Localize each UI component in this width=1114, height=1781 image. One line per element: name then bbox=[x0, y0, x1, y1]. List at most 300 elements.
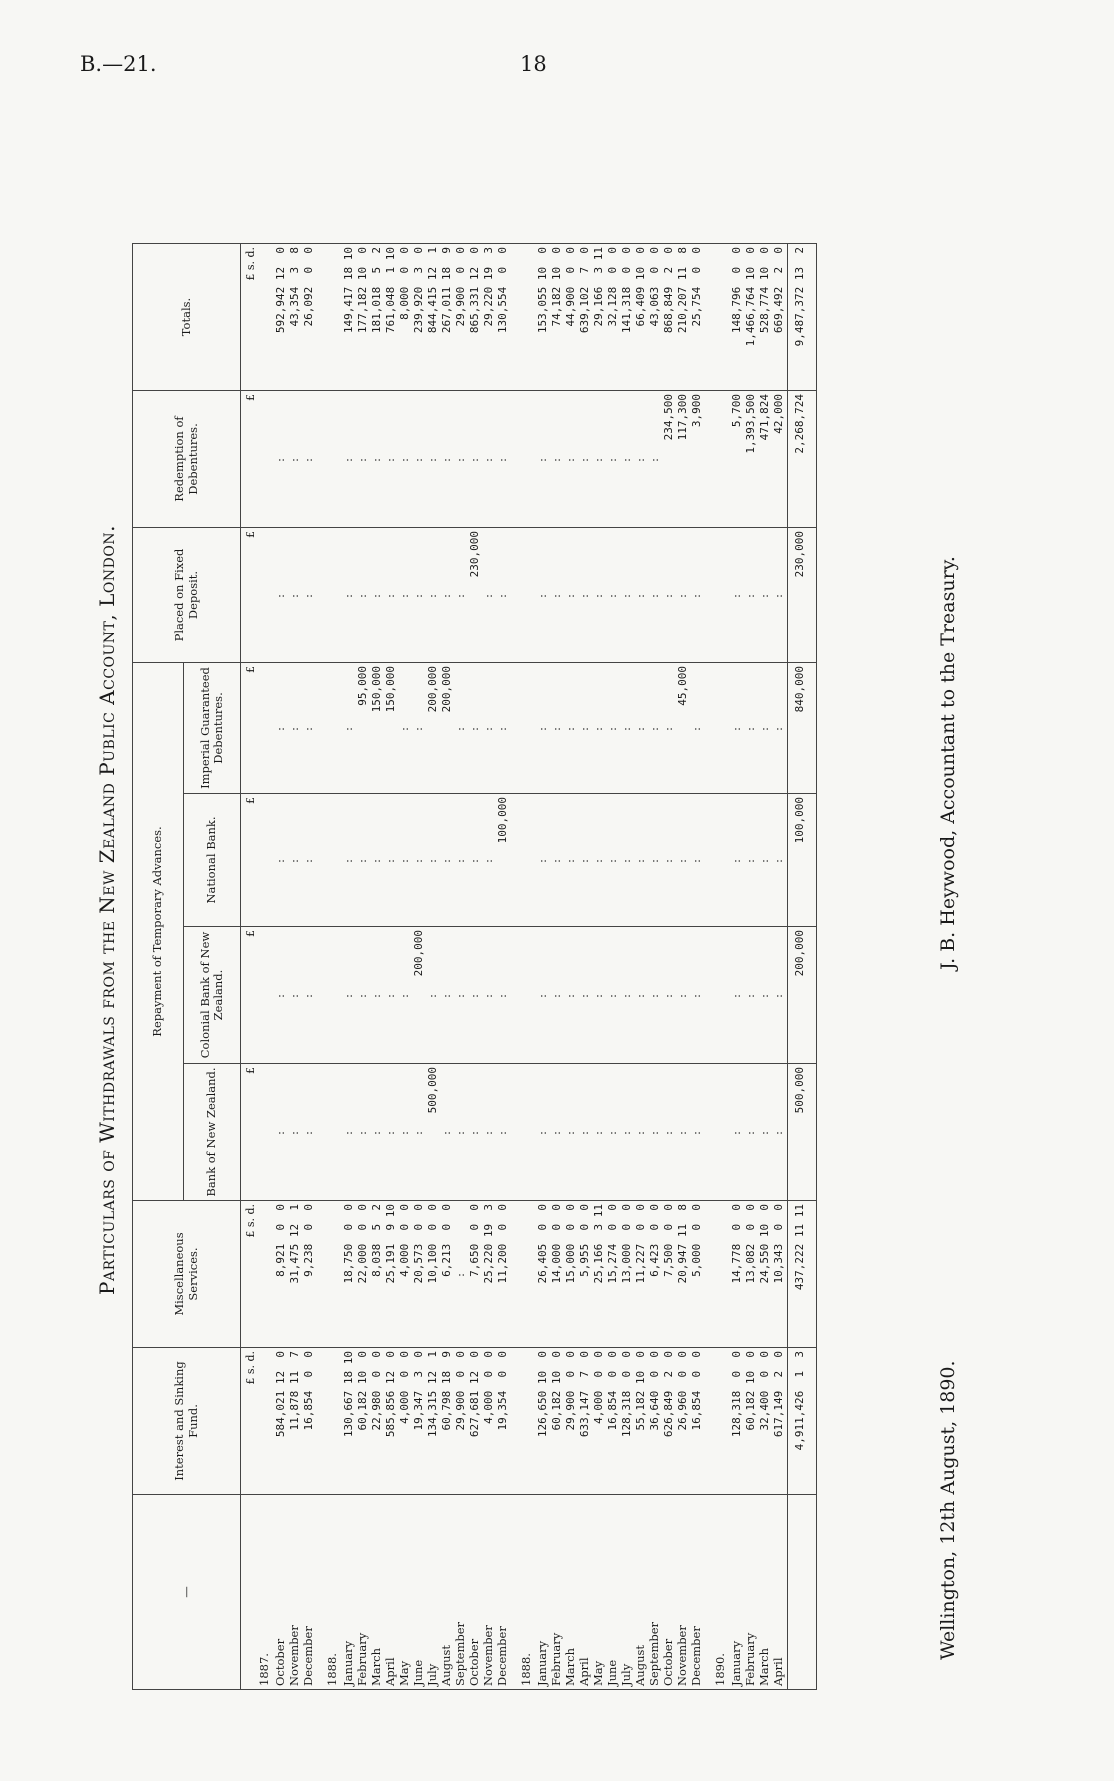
cell-isf: 60,182 10 0 bbox=[357, 1348, 371, 1495]
cell-igd: : bbox=[731, 663, 745, 794]
year-row-cell bbox=[521, 244, 537, 391]
year-label: 1888. bbox=[327, 1495, 343, 1690]
cell-igd: : bbox=[289, 663, 303, 794]
year-row-cell bbox=[715, 663, 731, 794]
cell-tot: 25,754 0 0 bbox=[691, 244, 705, 391]
cell-cbnz: : bbox=[469, 927, 483, 1064]
cell-igd: : bbox=[579, 663, 593, 794]
total-isf: 4,911,426 1 3 bbox=[788, 1348, 817, 1495]
month-cell bbox=[607, 1495, 621, 1690]
cell-bnz: : bbox=[593, 1064, 607, 1201]
cell-bnz: : bbox=[303, 1064, 317, 1201]
cell-tot: 639,102 7 0 bbox=[579, 244, 593, 391]
cell-cbnz: : bbox=[593, 927, 607, 1064]
table-row bbox=[663, 244, 677, 1690]
cell-isf: 16,854 0 0 bbox=[607, 1348, 621, 1495]
cell-cbnz: : bbox=[759, 927, 773, 1064]
cell-cbnz: : bbox=[357, 927, 371, 1064]
total-bnz: 500,000 bbox=[788, 1064, 817, 1201]
cell-red: 234,500 bbox=[663, 391, 677, 528]
cell-red: 1,393,500 bbox=[745, 391, 759, 528]
table-row bbox=[731, 244, 745, 1690]
gap-cell bbox=[705, 1348, 715, 1495]
cell-cbnz: : bbox=[565, 927, 579, 1064]
cell-isf: 60,182 10 0 bbox=[551, 1348, 565, 1495]
header-fixed-deposit: Placed on Fixed Deposit. bbox=[133, 528, 241, 663]
month-name: October bbox=[661, 1638, 675, 1686]
year-row-cell bbox=[259, 528, 275, 663]
year-row-cell bbox=[715, 1064, 731, 1201]
cell-tot: 210,207 11 8 bbox=[677, 244, 691, 391]
cell-cbnz: : bbox=[649, 927, 663, 1064]
cell-fd: : bbox=[275, 528, 289, 663]
cell-fd: : bbox=[343, 528, 357, 663]
gap-cell bbox=[511, 528, 521, 663]
cell-fd: : bbox=[385, 528, 399, 663]
cell-red: 42,000 bbox=[773, 391, 788, 528]
header-month: — bbox=[133, 1495, 241, 1690]
total-igd: 840,000 bbox=[788, 663, 817, 794]
cell-cbnz: : bbox=[399, 927, 413, 1064]
year-row-cell bbox=[259, 391, 275, 528]
cell-isf: 126,650 10 0 bbox=[537, 1348, 551, 1495]
cell-isf: 60,182 10 0 bbox=[745, 1348, 759, 1495]
cell-red: : bbox=[469, 391, 483, 528]
header-repayment-group: Repayment of Temporary Advances. bbox=[133, 663, 184, 1201]
cell-nb: : bbox=[635, 794, 649, 927]
table-row bbox=[289, 244, 303, 1690]
gap-cell bbox=[705, 528, 715, 663]
month-name: May bbox=[397, 1660, 411, 1686]
cell-misc: 4,000 0 0 bbox=[399, 1201, 413, 1348]
cell-misc: 14,000 0 0 bbox=[551, 1201, 565, 1348]
gap-cell bbox=[511, 663, 521, 794]
year-row-cell bbox=[715, 927, 731, 1064]
year-row-cell bbox=[715, 794, 731, 927]
cell-misc: 6,423 0 0 bbox=[649, 1201, 663, 1348]
cell-isf: 19,347 3 0 bbox=[413, 1348, 427, 1495]
month-name: July bbox=[425, 1663, 439, 1686]
year-label: 1890. bbox=[715, 1495, 731, 1690]
cell-fd: : bbox=[759, 528, 773, 663]
cell-fd: : bbox=[691, 528, 705, 663]
cell-igd: : bbox=[691, 663, 705, 794]
cell-tot: 844,415 12 1 bbox=[427, 244, 441, 391]
header-misc-services: Miscellaneous Services. bbox=[133, 1201, 241, 1348]
table-row bbox=[371, 244, 385, 1690]
gap-cell bbox=[317, 663, 327, 794]
header-colonial-bank: Colonial Bank of New Zealand. bbox=[184, 927, 241, 1064]
table-row bbox=[691, 244, 705, 1690]
cell-cbnz: : bbox=[497, 927, 511, 1064]
gap-cell bbox=[511, 1201, 521, 1348]
cell-fd: : bbox=[399, 528, 413, 663]
cell-isf: 22,980 0 0 bbox=[371, 1348, 385, 1495]
cell-misc: 11,200 0 0 bbox=[497, 1201, 511, 1348]
cell-igd: : bbox=[773, 663, 788, 794]
cell-isf: 55,182 10 0 bbox=[635, 1348, 649, 1495]
cell-nb: : bbox=[455, 794, 469, 927]
cell-nb: : bbox=[759, 794, 773, 927]
unit-cell: £ s. d. bbox=[241, 1348, 260, 1495]
table-row bbox=[413, 244, 427, 1690]
year-row-cell bbox=[521, 1348, 537, 1495]
cell-red: : bbox=[649, 391, 663, 528]
year-row-cell bbox=[327, 391, 343, 528]
cell-isf: 29,900 0 0 bbox=[565, 1348, 579, 1495]
cell-cbnz: : bbox=[483, 927, 497, 1064]
cell-tot: 29,900 0 0 bbox=[455, 244, 469, 391]
month-name: February bbox=[355, 1632, 369, 1686]
total-cbnz: 200,000 bbox=[788, 927, 817, 1064]
cell-fd: : bbox=[357, 528, 371, 663]
gap-cell bbox=[705, 244, 715, 391]
year-row-cell bbox=[327, 927, 343, 1064]
cell-misc: 14,778 0 0 bbox=[731, 1201, 745, 1348]
cell-bnz: : bbox=[663, 1064, 677, 1201]
unit-cell: £ bbox=[241, 528, 260, 663]
cell-nb: : bbox=[731, 794, 745, 927]
cell-isf: 134,315 12 1 bbox=[427, 1348, 441, 1495]
cell-misc: 25,220 19 3 bbox=[483, 1201, 497, 1348]
total-fd: 230,000 bbox=[788, 528, 817, 663]
cell-misc: 7,500 0 0 bbox=[663, 1201, 677, 1348]
cell-bnz: : bbox=[607, 1064, 621, 1201]
cell-igd: : bbox=[399, 663, 413, 794]
year-row-cell bbox=[327, 528, 343, 663]
month-name: January bbox=[341, 1640, 355, 1686]
cell-igd: 150,000 bbox=[385, 663, 399, 794]
cell-fd: : bbox=[483, 528, 497, 663]
cell-isf: 627,681 12 0 bbox=[469, 1348, 483, 1495]
cell-tot: 29,220 19 3 bbox=[483, 244, 497, 391]
cell-bnz: : bbox=[343, 1064, 357, 1201]
cell-misc: 25,191 9 10 bbox=[385, 1201, 399, 1348]
cell-misc: 24,550 10 0 bbox=[759, 1201, 773, 1348]
cell-cbnz: : bbox=[731, 927, 745, 1064]
cell-nb: : bbox=[483, 794, 497, 927]
cell-igd: : bbox=[607, 663, 621, 794]
cell-red: : bbox=[635, 391, 649, 528]
table-row bbox=[759, 244, 773, 1690]
cell-red: : bbox=[497, 391, 511, 528]
gap-cell bbox=[317, 391, 327, 528]
gap-cell bbox=[511, 244, 521, 391]
cell-cbnz: : bbox=[427, 927, 441, 1064]
unit-cell: £ bbox=[241, 1064, 260, 1201]
table-row bbox=[469, 244, 483, 1690]
table-row bbox=[579, 244, 593, 1690]
totals-row bbox=[788, 244, 817, 1690]
cell-bnz: : bbox=[551, 1064, 565, 1201]
year-row-cell bbox=[327, 663, 343, 794]
cell-red: 117,300 bbox=[677, 391, 691, 528]
signatory: J. B. Heywood, Accountant to the Treasury. bbox=[937, 556, 959, 970]
year-row bbox=[715, 244, 731, 1690]
year-row-cell bbox=[327, 1348, 343, 1495]
cell-isf: 585,856 12 0 bbox=[385, 1348, 399, 1495]
table-row bbox=[677, 244, 691, 1690]
cell-fd: : bbox=[731, 528, 745, 663]
month-name: September bbox=[453, 1621, 467, 1686]
table-row bbox=[303, 244, 317, 1690]
gap-cell bbox=[317, 927, 327, 1064]
cell-cbnz: : bbox=[579, 927, 593, 1064]
cell-nb: : bbox=[357, 794, 371, 927]
cell-cbnz: : bbox=[275, 927, 289, 1064]
month-name: December bbox=[301, 1626, 315, 1686]
cell-nb: : bbox=[385, 794, 399, 927]
cell-tot: 528,774 10 0 bbox=[759, 244, 773, 391]
year-row-cell bbox=[715, 1348, 731, 1495]
cell-misc: 11,227 0 0 bbox=[635, 1201, 649, 1348]
cell-igd: : bbox=[469, 663, 483, 794]
cell-fd: : bbox=[607, 528, 621, 663]
cell-tot: 74,182 10 0 bbox=[551, 244, 565, 391]
month-name: March bbox=[369, 1648, 383, 1686]
cell-nb: : bbox=[565, 794, 579, 927]
month-name: October bbox=[273, 1638, 287, 1686]
cell-red: : bbox=[455, 391, 469, 528]
year-label: 1887. bbox=[259, 1495, 275, 1690]
cell-isf: 584,021 12 0 bbox=[275, 1348, 289, 1495]
withdrawals-table bbox=[132, 243, 817, 1690]
cell-cbnz: : bbox=[607, 927, 621, 1064]
cell-red: : bbox=[303, 391, 317, 528]
page-number: 18 bbox=[520, 52, 547, 76]
cell-bnz: 500,000 bbox=[427, 1064, 441, 1201]
gap-cell bbox=[705, 927, 715, 1064]
cell-red: : bbox=[343, 391, 357, 528]
total-nb: 100,000 bbox=[788, 794, 817, 927]
total-tot: 9,487,372 13 2 bbox=[788, 244, 817, 391]
cell-isf: 19,354 0 0 bbox=[497, 1348, 511, 1495]
month-name: April bbox=[771, 1657, 785, 1686]
month-name: October bbox=[467, 1638, 481, 1686]
cell-nb: : bbox=[469, 794, 483, 927]
cell-misc: 18,750 0 0 bbox=[343, 1201, 357, 1348]
month-name: January bbox=[729, 1640, 743, 1686]
cell-isf: 11,878 11 7 bbox=[289, 1348, 303, 1495]
cell-igd: : bbox=[497, 663, 511, 794]
cell-isf: 130,667 18 10 bbox=[343, 1348, 357, 1495]
table-row bbox=[427, 244, 441, 1690]
cell-bnz: : bbox=[649, 1064, 663, 1201]
month-cell bbox=[773, 1495, 788, 1690]
cell-bnz: : bbox=[677, 1064, 691, 1201]
gap-cell bbox=[511, 1064, 521, 1201]
month-name: November bbox=[287, 1625, 301, 1686]
month-name: August bbox=[633, 1644, 647, 1686]
gap-cell bbox=[317, 1201, 327, 1348]
gap-row bbox=[317, 244, 327, 1690]
month-name: November bbox=[675, 1625, 689, 1686]
cell-fd: : bbox=[497, 528, 511, 663]
cell-nb: : bbox=[343, 794, 357, 927]
header-redemption: Redemption of Debentures. bbox=[133, 391, 241, 528]
year-row-cell bbox=[521, 391, 537, 528]
table-row bbox=[357, 244, 371, 1690]
month-name: July bbox=[619, 1663, 633, 1686]
cell-fd: : bbox=[663, 528, 677, 663]
month-name: September bbox=[647, 1621, 661, 1686]
month-name: June bbox=[605, 1659, 619, 1686]
cell-cbnz: : bbox=[745, 927, 759, 1064]
unit-cell: £ s. d. bbox=[241, 1201, 260, 1348]
cell-bnz: : bbox=[773, 1064, 788, 1201]
cell-bnz: : bbox=[497, 1064, 511, 1201]
cell-fd: : bbox=[303, 528, 317, 663]
cell-igd: : bbox=[745, 663, 759, 794]
cell-fd: : bbox=[537, 528, 551, 663]
cell-red: : bbox=[441, 391, 455, 528]
month-name: February bbox=[743, 1632, 757, 1686]
cell-igd: : bbox=[551, 663, 565, 794]
cell-nb: : bbox=[593, 794, 607, 927]
year-row-cell bbox=[715, 391, 731, 528]
cell-fd: : bbox=[745, 528, 759, 663]
cell-igd: : bbox=[483, 663, 497, 794]
cell-tot: 8,000 0 0 bbox=[399, 244, 413, 391]
cell-red: 5,700 bbox=[731, 391, 745, 528]
cell-tot: 44,900 0 0 bbox=[565, 244, 579, 391]
cell-misc: 26,405 0 0 bbox=[537, 1201, 551, 1348]
year-row-cell bbox=[259, 794, 275, 927]
cell-igd: : bbox=[343, 663, 357, 794]
totals-label bbox=[788, 1495, 817, 1690]
cell-red: : bbox=[537, 391, 551, 528]
cell-misc: 5,000 0 0 bbox=[691, 1201, 705, 1348]
gap-cell bbox=[705, 1064, 715, 1201]
cell-igd: 45,000 bbox=[677, 663, 691, 794]
cell-tot: 865,331 12 0 bbox=[469, 244, 483, 391]
cell-tot: 32,128 0 0 bbox=[607, 244, 621, 391]
year-row-cell bbox=[521, 1201, 537, 1348]
cell-nb: : bbox=[427, 794, 441, 927]
cell-isf: 128,318 0 0 bbox=[731, 1348, 745, 1495]
year-row-cell bbox=[327, 1201, 343, 1348]
gap-cell bbox=[705, 794, 715, 927]
cell-tot: 868,849 2 0 bbox=[663, 244, 677, 391]
cell-tot: 177,182 10 0 bbox=[357, 244, 371, 391]
cell-igd: : bbox=[537, 663, 551, 794]
cell-misc: 20,947 11 8 bbox=[677, 1201, 691, 1348]
cell-bnz: : bbox=[565, 1064, 579, 1201]
cell-bnz: : bbox=[579, 1064, 593, 1201]
cell-fd: : bbox=[427, 528, 441, 663]
cell-cbnz: : bbox=[551, 927, 565, 1064]
gap-cell bbox=[511, 794, 521, 927]
cell-isf: 626,849 2 0 bbox=[663, 1348, 677, 1495]
units-row bbox=[241, 244, 260, 1690]
month-name: February bbox=[549, 1632, 563, 1686]
cell-cbnz: : bbox=[289, 927, 303, 1064]
gap-cell bbox=[511, 1348, 521, 1495]
cell-nb: : bbox=[663, 794, 677, 927]
header-national-bank: National Bank. bbox=[184, 794, 241, 927]
cell-nb: : bbox=[441, 794, 455, 927]
month-name: June bbox=[411, 1659, 425, 1686]
cell-red: 471,824 bbox=[759, 391, 773, 528]
cell-misc: 9,238 0 0 bbox=[303, 1201, 317, 1348]
month-name: December bbox=[495, 1626, 509, 1686]
cell-misc: 31,475 12 1 bbox=[289, 1201, 303, 1348]
cell-cbnz: : bbox=[677, 927, 691, 1064]
cell-fd: : bbox=[371, 528, 385, 663]
cell-tot: 130,554 0 0 bbox=[497, 244, 511, 391]
cell-bnz: : bbox=[469, 1064, 483, 1201]
cell-igd: 200,000 bbox=[427, 663, 441, 794]
month-cell bbox=[497, 1495, 511, 1690]
year-row-cell bbox=[327, 244, 343, 391]
cell-igd: 150,000 bbox=[371, 663, 385, 794]
cell-isf: 128,318 0 0 bbox=[621, 1348, 635, 1495]
place-date: Wellington, 12th August, 1890. bbox=[937, 1360, 959, 1660]
cell-red: : bbox=[483, 391, 497, 528]
cell-bnz: : bbox=[441, 1064, 455, 1201]
year-row bbox=[327, 244, 343, 1690]
cell-tot: 29,166 3 11 bbox=[593, 244, 607, 391]
cell-isf: 4,000 0 0 bbox=[399, 1348, 413, 1495]
cell-fd: : bbox=[773, 528, 788, 663]
cell-isf: 4,000 0 0 bbox=[483, 1348, 497, 1495]
table-body bbox=[241, 244, 788, 1690]
cell-igd: 200,000 bbox=[441, 663, 455, 794]
month-cell bbox=[303, 1495, 317, 1690]
cell-tot: 149,417 18 10 bbox=[343, 244, 357, 391]
cell-cbnz: : bbox=[773, 927, 788, 1064]
cell-fd: : bbox=[635, 528, 649, 663]
cell-misc: 10,100 0 0 bbox=[427, 1201, 441, 1348]
year-row-cell bbox=[327, 794, 343, 927]
cell-cbnz: : bbox=[441, 927, 455, 1064]
cell-bnz: : bbox=[413, 1064, 427, 1201]
doc-reference: B.—21. bbox=[80, 52, 157, 76]
cell-fd: : bbox=[455, 528, 469, 663]
cell-cbnz: : bbox=[455, 927, 469, 1064]
cell-nb: : bbox=[303, 794, 317, 927]
cell-misc: : bbox=[455, 1201, 469, 1348]
cell-red: : bbox=[565, 391, 579, 528]
year-row-cell bbox=[521, 663, 537, 794]
cell-igd: : bbox=[455, 663, 469, 794]
table-row bbox=[275, 244, 289, 1690]
rotated-page-content bbox=[95, 130, 1025, 1690]
unit-cell: £ s. d. bbox=[241, 244, 260, 391]
cell-misc: 22,000 0 0 bbox=[357, 1201, 371, 1348]
cell-cbnz: : bbox=[635, 927, 649, 1064]
cell-nb: : bbox=[579, 794, 593, 927]
cell-bnz: : bbox=[371, 1064, 385, 1201]
header-bank-nz: Bank of New Zealand. bbox=[184, 1064, 241, 1201]
cell-igd: 95,000 bbox=[357, 663, 371, 794]
cell-tot: 153,055 10 0 bbox=[537, 244, 551, 391]
cell-red: 3,900 bbox=[691, 391, 705, 528]
cell-igd: : bbox=[759, 663, 773, 794]
total-red: 2,268,724 bbox=[788, 391, 817, 528]
cell-igd: : bbox=[565, 663, 579, 794]
month-cell bbox=[691, 1495, 705, 1690]
cell-nb: : bbox=[773, 794, 788, 927]
cell-cbnz: : bbox=[371, 927, 385, 1064]
cell-igd: : bbox=[635, 663, 649, 794]
cell-fd: : bbox=[677, 528, 691, 663]
cell-tot: 66,409 10 0 bbox=[635, 244, 649, 391]
table-row bbox=[399, 244, 413, 1690]
table-row bbox=[385, 244, 399, 1690]
cell-tot: 669,492 2 0 bbox=[773, 244, 788, 391]
cell-red: : bbox=[607, 391, 621, 528]
